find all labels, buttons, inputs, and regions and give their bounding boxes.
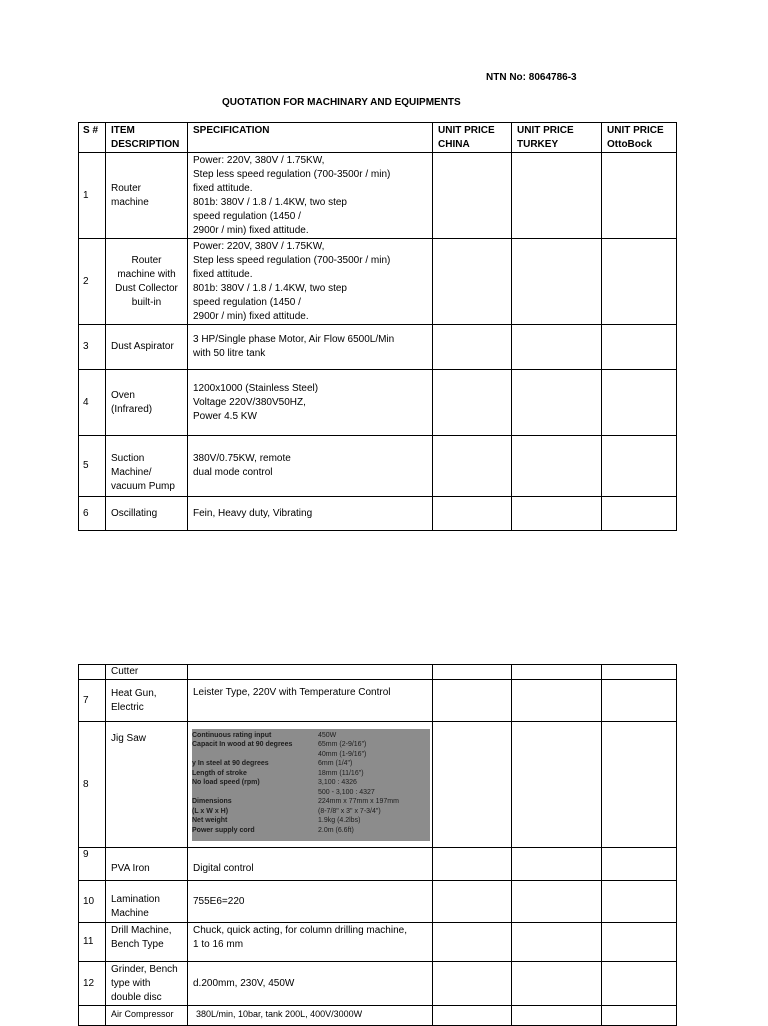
jigsaw-spec-image bbox=[192, 729, 430, 841]
jigsaw-spec-key: Length of stroke bbox=[192, 769, 247, 777]
jigsaw-spec-value: 40mm (1-9/16") bbox=[318, 750, 367, 758]
spec-line: Power: 220V, 380V / 1.75KW, bbox=[193, 240, 325, 252]
spec-line: Power 4.5 KW bbox=[193, 410, 257, 422]
jigsaw-spec-values bbox=[318, 816, 360, 826]
table-row bbox=[79, 370, 677, 436]
item-line: vacuum Pump bbox=[111, 481, 175, 492]
price-turkey-cell bbox=[512, 1006, 602, 1026]
row-item bbox=[106, 923, 188, 962]
header-spec: SPECIFICATION bbox=[188, 123, 433, 153]
price-ottobock-cell bbox=[602, 1006, 677, 1026]
price-china-cell bbox=[433, 665, 512, 680]
price-turkey-cell bbox=[512, 497, 602, 531]
row-spec bbox=[188, 962, 433, 1006]
jigsaw-spec-value: 500 - 3,100 : 4327 bbox=[318, 788, 375, 796]
spec-line: 2900r / min) fixed attitude. bbox=[193, 224, 309, 236]
row-item bbox=[106, 881, 188, 923]
price-turkey-cell bbox=[512, 153, 602, 239]
spec-line: Step less speed regulation (700-3500r / min) bbox=[193, 254, 391, 266]
table-row bbox=[79, 1006, 677, 1026]
item-line: Lamination bbox=[111, 894, 160, 905]
row-sn: 1 bbox=[79, 153, 106, 239]
spec-line: dual mode control bbox=[193, 467, 273, 478]
price-turkey-cell bbox=[512, 680, 602, 722]
table-row bbox=[79, 722, 677, 848]
price-ottobock-cell bbox=[602, 325, 677, 370]
jigsaw-spec-value: 3,100 : 4326 bbox=[318, 779, 357, 786]
price-ottobock-cell bbox=[602, 923, 677, 962]
header-item-line: ITEM bbox=[111, 125, 135, 136]
price-china-cell bbox=[433, 722, 512, 848]
spec-line: speed regulation (1450 / bbox=[193, 210, 301, 222]
price-ottobock-cell bbox=[602, 722, 677, 848]
price-china-cell bbox=[433, 962, 512, 1006]
price-china-cell bbox=[433, 325, 512, 370]
row-sn bbox=[79, 665, 106, 680]
spec-line: fixed attitude. bbox=[193, 268, 253, 280]
row-spec bbox=[188, 370, 433, 436]
price-turkey-cell bbox=[512, 722, 602, 848]
spec-line: Fein, Heavy duty, Vibrating bbox=[193, 507, 313, 519]
row-spec bbox=[188, 497, 433, 531]
header-price-line: UNIT PRICE bbox=[517, 125, 574, 136]
price-china-cell bbox=[433, 923, 512, 962]
jigsaw-spec-key: Net weight bbox=[192, 817, 228, 824]
item-line: Heat Gun, bbox=[111, 687, 157, 699]
spec-line: 755E6=220 bbox=[193, 895, 245, 907]
item-line: Suction bbox=[111, 453, 145, 464]
jigsaw-spec-values bbox=[318, 778, 375, 797]
table-row bbox=[79, 436, 677, 497]
item-line: Router bbox=[131, 254, 162, 266]
header-item bbox=[106, 123, 188, 153]
spec-line: d.200mm, 230V, 450W bbox=[193, 977, 295, 989]
table-header-row bbox=[79, 123, 677, 153]
jigsaw-spec-value: 6mm (1/4") bbox=[318, 760, 353, 767]
price-china-cell bbox=[433, 436, 512, 497]
price-china-cell bbox=[433, 239, 512, 325]
table-row bbox=[79, 239, 677, 325]
price-turkey-cell bbox=[512, 848, 602, 881]
jigsaw-spec-key: Continuous rating input bbox=[192, 731, 272, 739]
table-row bbox=[79, 848, 677, 881]
price-ottobock-cell bbox=[602, 680, 677, 722]
item-line: Machine/ bbox=[111, 467, 152, 478]
price-turkey-cell bbox=[512, 881, 602, 923]
item-line: PVA Iron bbox=[111, 863, 150, 874]
price-ottobock-cell bbox=[602, 239, 677, 325]
jigsaw-spec-value: 224mm x 77mm x 197mm bbox=[318, 798, 399, 805]
jigsaw-spec-row bbox=[192, 816, 430, 826]
row-sn: 9 bbox=[79, 848, 106, 881]
jigsaw-spec-value: 65mm (2-9/16") bbox=[318, 741, 367, 748]
row-item bbox=[106, 436, 188, 497]
row-item bbox=[106, 325, 188, 370]
jigsaw-spec-value: 18mm (11/16") bbox=[318, 769, 364, 777]
price-ottobock-cell bbox=[602, 881, 677, 923]
header-item-line: DESCRIPTION bbox=[111, 139, 180, 150]
jigsaw-spec-row bbox=[192, 759, 430, 769]
item-line: (Infrared) bbox=[111, 403, 153, 415]
spec-line: 2900r / min) fixed attitude. bbox=[193, 310, 309, 322]
jigsaw-spec-row bbox=[192, 740, 430, 759]
spec-line: speed regulation (1450 / bbox=[193, 296, 301, 308]
row-item bbox=[106, 497, 188, 531]
price-turkey-cell bbox=[512, 665, 602, 680]
price-china-cell bbox=[433, 370, 512, 436]
header-price-line: OttoBock bbox=[607, 139, 652, 150]
price-ottobock-cell bbox=[602, 848, 677, 881]
row-sn: 12 bbox=[79, 962, 106, 1006]
header-price-line: TURKEY bbox=[517, 139, 559, 150]
price-turkey-cell bbox=[512, 436, 602, 497]
price-china-cell bbox=[433, 881, 512, 923]
price-china-cell bbox=[433, 848, 512, 881]
jigsaw-spec-key: y In steel at 90 degrees bbox=[192, 760, 269, 767]
spec-line: with 50 litre tank bbox=[193, 348, 266, 359]
header-price-line: CHINA bbox=[438, 139, 470, 150]
jigsaw-spec-value: (8-7/8" x 3" x 7-3/4") bbox=[318, 807, 381, 815]
spec-line: 1200x1000 (Stainless Steel) bbox=[193, 382, 319, 394]
spec-line: 801b: 380V / 1.8 / 1.4KW, two step bbox=[193, 282, 347, 294]
spec-line: 3 HP/Single phase Motor, Air Flow 6500L/Min bbox=[193, 334, 395, 345]
ntn-number: NTN No: 8064786-3 bbox=[486, 72, 577, 83]
jigsaw-spec-values bbox=[318, 826, 354, 836]
row-sn: 11 bbox=[79, 923, 106, 962]
table-row-continued bbox=[79, 665, 677, 680]
table-row bbox=[79, 153, 677, 239]
quotation-table-page-2 bbox=[78, 664, 677, 1026]
table-row bbox=[79, 680, 677, 722]
row-item bbox=[106, 722, 188, 848]
table-row bbox=[79, 325, 677, 370]
item-line: Jig Saw bbox=[111, 733, 147, 744]
row-spec bbox=[188, 881, 433, 923]
spec-line: Leister Type, 220V with Temperature Control bbox=[193, 687, 391, 698]
spec-line: Power: 220V, 380V / 1.75KW, bbox=[193, 154, 325, 166]
row-item bbox=[106, 962, 188, 1006]
header-price-ottobock bbox=[602, 123, 677, 153]
table-row bbox=[79, 497, 677, 531]
item-line: built-in bbox=[131, 296, 162, 308]
jigsaw-spec-row bbox=[192, 797, 430, 807]
jigsaw-spec-key: Power supply cord bbox=[192, 826, 255, 834]
spec-line: Digital control bbox=[193, 863, 254, 874]
jigsaw-spec-key: Dimensions bbox=[192, 798, 232, 805]
header-price-line: UNIT PRICE bbox=[607, 125, 664, 136]
table-row bbox=[79, 962, 677, 1006]
spec-line: 1 to 16 mm bbox=[193, 939, 244, 950]
item-line: Dust Aspirator bbox=[111, 341, 174, 352]
item-line: Router bbox=[111, 182, 142, 194]
table-row bbox=[79, 923, 677, 962]
price-turkey-cell bbox=[512, 325, 602, 370]
row-spec bbox=[188, 923, 433, 962]
item-line: Machine bbox=[111, 908, 149, 919]
row-sn: 6 bbox=[79, 497, 106, 531]
quotation-table-page-1 bbox=[78, 122, 677, 531]
spec-line: 380L/min, 10bar, tank 200L, 400V/3000W bbox=[196, 1009, 363, 1019]
price-turkey-cell bbox=[512, 962, 602, 1006]
price-china-cell bbox=[433, 153, 512, 239]
row-spec bbox=[188, 722, 433, 848]
jigsaw-spec-key: Capacit In wood at 90 degrees bbox=[192, 741, 293, 748]
spec-line: Step less speed regulation (700-3500r / min) bbox=[193, 168, 391, 180]
jigsaw-spec-row bbox=[192, 769, 430, 779]
jigsaw-spec-row bbox=[192, 778, 430, 797]
price-china-cell bbox=[433, 680, 512, 722]
row-spec bbox=[188, 1006, 433, 1026]
header-price-line: UNIT PRICE bbox=[438, 125, 495, 136]
jigsaw-spec-key: (L x W x H) bbox=[192, 807, 229, 815]
price-turkey-cell bbox=[512, 370, 602, 436]
jigsaw-spec-key: No load speed (rpm) bbox=[192, 779, 260, 786]
header-price-turkey bbox=[512, 123, 602, 153]
price-ottobock-cell bbox=[602, 436, 677, 497]
row-spec bbox=[188, 239, 433, 325]
jigsaw-spec-value: 1.9kg (4.2lbs) bbox=[318, 817, 361, 824]
item-line: Grinder, Bench bbox=[111, 964, 178, 975]
row-spec bbox=[188, 680, 433, 722]
row-spec bbox=[188, 153, 433, 239]
jigsaw-spec-row bbox=[192, 826, 430, 836]
price-china-cell bbox=[433, 1006, 512, 1026]
item-line: Dust Collector bbox=[115, 282, 178, 294]
item-line: Oscillating bbox=[111, 507, 158, 519]
header-sn: S # bbox=[79, 123, 106, 153]
document-title: QUOTATION FOR MACHINARY AND EQUIPMENTS bbox=[222, 97, 461, 108]
item-line: Oven bbox=[111, 389, 135, 401]
row-item bbox=[106, 680, 188, 722]
jigsaw-spec-values bbox=[318, 769, 364, 779]
jigsaw-spec-values bbox=[318, 740, 366, 759]
jigsaw-spec-values bbox=[318, 759, 352, 769]
spec-line: 380V/0.75KW, remote bbox=[193, 453, 291, 464]
row-sn: 2 bbox=[79, 239, 106, 325]
price-ottobock-cell bbox=[602, 665, 677, 680]
jigsaw-spec-values bbox=[318, 797, 399, 807]
row-sn: 3 bbox=[79, 325, 106, 370]
row-sn: 10 bbox=[79, 881, 106, 923]
jigsaw-spec-value: 450W bbox=[318, 731, 337, 739]
item-line: machine bbox=[111, 196, 149, 208]
item-line: machine with bbox=[117, 268, 176, 280]
spec-line: Voltage 220V/380V50HZ, bbox=[193, 396, 306, 408]
price-ottobock-cell bbox=[602, 370, 677, 436]
item-line: double disc bbox=[111, 992, 162, 1003]
price-china-cell bbox=[433, 497, 512, 531]
row-item bbox=[106, 1006, 188, 1026]
price-ottobock-cell bbox=[602, 153, 677, 239]
jigsaw-spec-row bbox=[192, 731, 430, 741]
spec-line: Chuck, quick acting, for column drilling machine, bbox=[193, 925, 407, 936]
item-line: Drill Machine, bbox=[111, 925, 172, 936]
row-item bbox=[106, 848, 188, 881]
price-ottobock-cell bbox=[602, 962, 677, 1006]
header-price-china bbox=[433, 123, 512, 153]
row-item: Cutter bbox=[106, 665, 188, 680]
row-item bbox=[106, 239, 188, 325]
price-turkey-cell bbox=[512, 239, 602, 325]
price-turkey-cell bbox=[512, 923, 602, 962]
row-spec bbox=[188, 665, 433, 680]
item-line: type with bbox=[111, 978, 151, 989]
row-sn: 4 bbox=[79, 370, 106, 436]
spec-line: fixed attitude. bbox=[193, 182, 253, 194]
row-spec bbox=[188, 436, 433, 497]
item-line: Electric bbox=[111, 701, 144, 713]
row-sn: 8 bbox=[79, 722, 106, 848]
row-sn: 7 bbox=[79, 680, 106, 722]
price-ottobock-cell bbox=[602, 497, 677, 531]
row-spec bbox=[188, 848, 433, 881]
jigsaw-spec-values bbox=[318, 807, 381, 817]
row-spec bbox=[188, 325, 433, 370]
table-row bbox=[79, 881, 677, 923]
jigsaw-spec-values bbox=[318, 731, 336, 741]
row-item bbox=[106, 153, 188, 239]
item-line: Bench Type bbox=[111, 939, 164, 950]
item-line: Air Compressor bbox=[111, 1009, 174, 1019]
row-sn: 5 bbox=[79, 436, 106, 497]
row-item bbox=[106, 370, 188, 436]
jigsaw-spec-row bbox=[192, 807, 430, 817]
row-sn bbox=[79, 1006, 106, 1026]
jigsaw-spec-value: 2.0m (6.6ft) bbox=[318, 826, 354, 834]
spec-line: 801b: 380V / 1.8 / 1.4KW, two step bbox=[193, 196, 347, 208]
